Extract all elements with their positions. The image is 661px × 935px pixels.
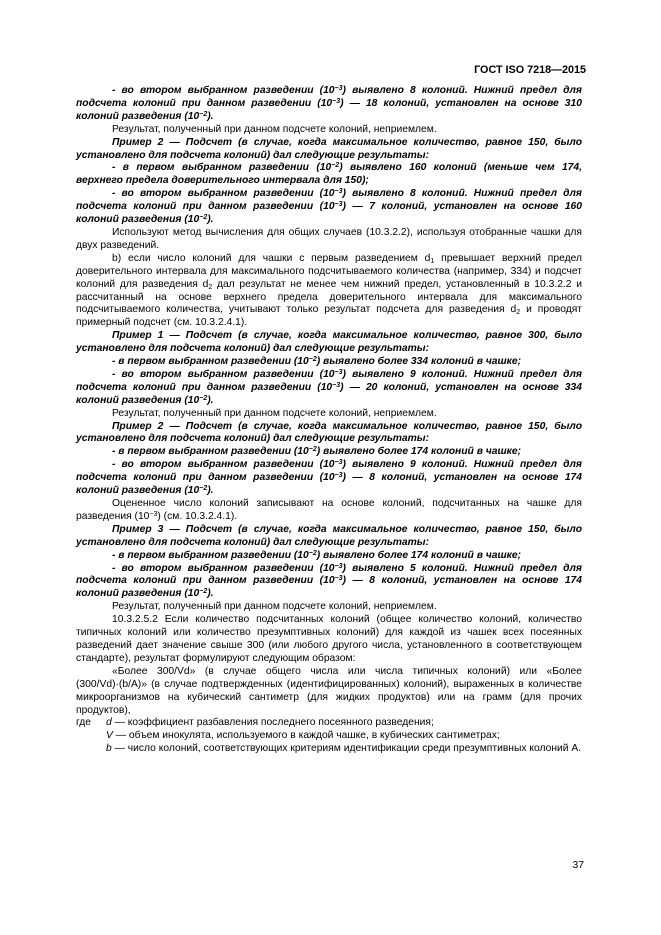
definition-item [76,717,582,730]
document-body [76,85,582,756]
definition-symbol: V [106,730,113,742]
definition-symbol: b [106,743,112,755]
standard-header: ГОСТ ISO 7218—2015 [474,64,586,76]
definition-text: — число колоний, соответствующих критериям идентификации среди презумптивных колоний A. [114,743,582,755]
paragraph: - в первом выбранном разведении $(10^{-2})$ выявлено более 174 колоний в чашке; [112,446,522,458]
paragraph: - во втором выбранном разведении $(10^{-3})$ выявлено 9 колоний. Нижний предел для подсчета колоний при данном разведении $(10^{-3})$ — 8 колоний, установлен на основе 174 колоний разведения $(10^{-2})$. [76,459,582,497]
paragraph: - в первом выбранном разведении $(10^{-2})$ выявлено 160 колоний (меньше чем 174, верхнего предела доверительного интервала для 150); [76,162,582,187]
where-label: где [76,717,92,729]
paragraph: Результат, полученный при данном подсчете колоний, неприемлем. [112,123,437,135]
paragraph: - во втором выбранном разведении $(10^{-3})$ выявлено 8 колоний. Нижний предел для подсчета колоний при данном разведении $(10^{-3})$ — 18 колоний, установлен на основе 310 колоний разведения $(10^{-2})$. [76,85,582,122]
paragraph: b) если число колоний для чашки с первым разведением $d_1$ превышает верхний предел доверительного интервала для максимального подсчитываемого количества (например, 334) и подсчет колоний для разведения $d_2$ дал результат не менее чем нижний предел, установленный в 10.3.2.2 и рассчитанный на основе верхнего предела доверительного интервала для максимального подсчитываемого количества, учитывают только результат подсчета для разведения $d_2$ и проводят примерный подсчет (см. 10.3.2.4.1). [76,252,582,329]
paragraph: Результат, полученный при данном подсчете колоний, неприемлем. [112,407,437,419]
definition-item [76,743,582,756]
definition-text: — объем инокулята, используемого в каждой чашке, в кубических сантиметрах; [115,730,500,742]
definition-list [76,717,582,756]
paragraph: Результат, полученный при данном подсчете колоний, неприемлем. [112,601,437,613]
paragraph: Пример 1 — Подсчет (в случае, когда максимальное количество, равное 300, было установлено для подсчета колоний) дал следующие результаты: [76,330,582,355]
paragraph-list [76,85,582,717]
paragraph: 10.3.2.5.2 Если количество подсчитанных колоний (общее количество колоний, количество типичных колоний или количество презумптивных колоний) для каждой из чашек всех посеянных разведений дает значение свыше 300 (или любого другого числа, установленного в соответствующем стандарте), результат формулируют следующим образом: [76,614,582,664]
paragraph: Пример 2 — Подсчет (в случае, когда максимальное количество, равное 150, было установлено для подсчета колоний) дал следующие результаты: [76,420,582,445]
paragraph: Оцененное число колоний записывают на основе колоний, подсчитанных на чашке для разведения $(10^{-3})$ (см. 10.3.2.4.1). [76,498,582,522]
paragraph: - в первом выбранном разведении $(10^{-2})$ выявлено более 334 колоний в чашке; [112,356,522,368]
paragraph: - во втором выбранном разведении $(10^{-3})$ выявлено 9 колоний. Нижний предел для подсчета колоний при данном разведении $(10^{-3})$ — 20 колоний, установлен на основе 334 колоний разведения $(10^{-2})$. [76,368,582,406]
paragraph: Пример 3 — Подсчет (в случае, когда максимальное количество, равное 150, было установлено для подсчета колоний) дал следующие результаты: [76,523,582,548]
definition-item [76,730,582,743]
paragraph: Пример 2 — Подсчет (в случае, когда максимальное количество, равное 150, было установлено для подсчета колоний) дал следующие результаты: [76,136,582,161]
paragraph: - во втором выбранном разведении $(10^{-3})$ выявлено 8 колоний. Нижний предел для подсчета колоний при данном разведении $(10^{-3})$ — 7 колоний, установлен на основе 160 колоний разведения $(10^{-2})$. [76,188,582,226]
paragraph: «Более 300/Vd» (в случае общего числа или числа типичных колоний) или «Более (300/Vd)·(b/A)» (в случае подтвержденных (идентифицированных) колоний), выраженных в количестве микроорганизмов на кубический сантиметр (для жидких продуктов) или на грамм (для прочих продуктов), [76,665,582,716]
paragraph: Используют метод вычисления для общих случаев (10.3.2.2), используя отобранные чашки для двух разведений. [76,226,582,251]
page-number: 37 [572,860,584,872]
definition-text: — коэффициент разбавления последнего посеянного разведения; [114,717,434,729]
paragraph: - во втором выбранном разведении $(10^{-3})$ выявлено 5 колоний. Нижний предел для подсчета колоний при данном разведении $(10^{-3})$ — 8 колоний, установлен на основе 174 колоний разведения $(10^{-2})$. [76,562,582,600]
definition-symbol: d [106,717,112,729]
paragraph: - в первом выбранном разведении $(10^{-2})$ выявлено более 174 колоний в чашке; [112,549,522,561]
